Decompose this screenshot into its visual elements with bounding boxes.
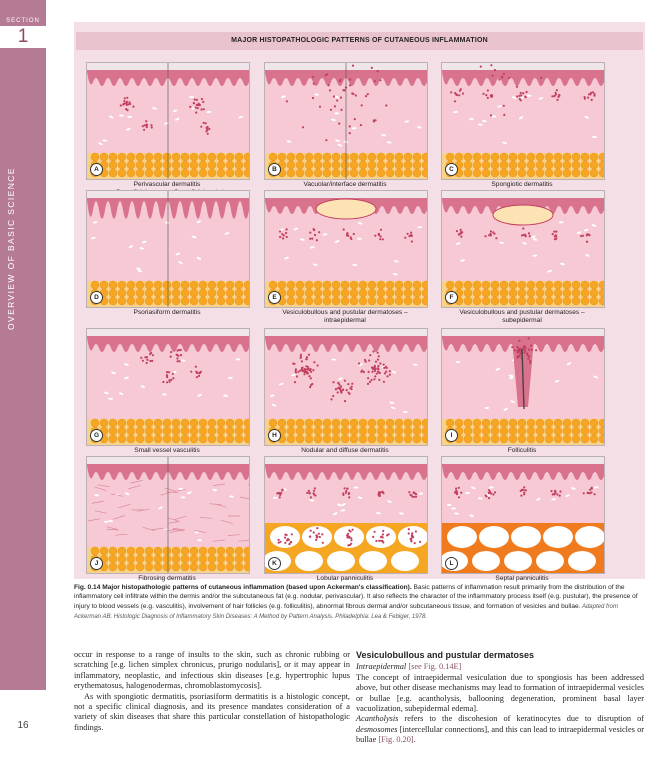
panel-letter: J: [90, 557, 103, 570]
body-text: .: [413, 735, 416, 745]
panel-label: Folliculitis: [507, 447, 537, 454]
section-sidebar: [0, 0, 46, 768]
panel-label: Spongiotic dermatitis: [491, 181, 553, 188]
panel-letter: I: [445, 429, 458, 442]
panel-a: [86, 62, 250, 180]
body-left-column: [74, 650, 350, 733]
figure-reference-link[interactable]: [see Fig. 0.14E]: [406, 662, 462, 672]
panel-label: Lobular panniculitis: [316, 575, 374, 582]
panel-letter: A: [90, 163, 103, 176]
term-desmosomes: desmosomes: [356, 724, 398, 734]
figure-title: MAJOR HISTOPATHOLOGIC PATTERNS OF CUTANEOUS INFLAMMATION: [76, 32, 643, 50]
body-right-column: [356, 650, 644, 746]
body-paragraph: The concept of intraepidermal vesiculation due to spongiosis has been addressed above, but other disease mechanisms may lead to formation of intraepidermal vesicles or bullae [e.g. acantholysis, ballooning degeneration, prominent basal layer vacuolization, subepidermal edema].: [356, 672, 644, 714]
sidebar-band: [0, 0, 46, 690]
panel-label-line2: subepidermal: [502, 317, 542, 324]
figure-0-14: [74, 22, 645, 582]
page-number: 16: [17, 720, 29, 731]
panel-letter: D: [90, 291, 103, 304]
caption-lead: Fig. 0.14 Major histopathologic patterns of cutaneous inflammation (based upon Ackerman's classification).: [74, 584, 412, 591]
panel-label: Vacuolar/interface dermatitis: [303, 181, 387, 188]
panel-l: [441, 456, 605, 574]
subheading: Intraepidermal: [356, 662, 407, 672]
panel-h: [264, 328, 428, 446]
panel-j: [86, 456, 250, 574]
panel-i: [441, 328, 605, 446]
figure-reference-link[interactable]: [Fig. 0.20]: [378, 735, 414, 745]
caption-source: Adapted from Ackerman AB. Histologic Diagnosis of Inflammatory Skin Diseases: A Method by Pattern Analysis. Philadelphia: Lea & Febiger, 1978.: [74, 603, 618, 621]
panel-label: Perivascular dermatitis: [133, 181, 201, 188]
figure-caption: [74, 583, 645, 623]
section-number: 1: [0, 26, 46, 48]
panel-d: [86, 190, 250, 308]
panel-letter: B: [268, 163, 281, 176]
panel-c: [441, 62, 605, 180]
panel-letter: K: [268, 557, 281, 570]
panel-label: Nodular and diffuse dermatitis: [301, 447, 389, 454]
panel-letter: E: [268, 291, 281, 304]
body-text: [intercellular connections], and this can lead to intraepidermal vesicles or bullae: [356, 724, 644, 745]
panel-letter: C: [445, 163, 458, 176]
panel-label-line2: intraepidermal: [324, 317, 366, 324]
body-text: refers to the discohesion of keratinocytes due to disruption of: [398, 714, 644, 724]
term-acantholysis: Acantholysis: [356, 714, 399, 724]
section-heading: Vesiculobullous and pustular dermatoses: [356, 650, 535, 660]
panel-label: Psoriasiform dermatitis: [133, 309, 201, 316]
panel-g: [86, 328, 250, 446]
panel-letter: G: [90, 429, 103, 442]
body-paragraph: occur in response to a range of insults to the skin, such as chronic rubbing or scratching [e.g. lichen simplex chronicus, prurigo nodularis], or it may appear in inflammatory, neoplastic, and infectious skin diseases [e.g. hypertrophic lupus erythematosus, halogenodermas, chromoblastomycosis].: [74, 650, 350, 691]
vertical-title: OVERVIEW OF BASIC SCIENCE: [6, 167, 16, 330]
caption-text: Basic patterns of inflammation result primarily from the distribution of the inflammatory cell infiltrate within the dermis and/or the subcutaneous fat (e.g. nodular, perivascular). It also reflects the character of the inflammatory process itself (e.g. pustular), the presence of injury to blood vessels (e.g. vasculitis), involvement of hair follicles (e.g. folliculitis), abnormal fibrous dermal and/or subcutaneous tissue, and formation of vesicles and bullae.: [74, 584, 638, 610]
panel-e: [264, 190, 428, 308]
panel-letter: L: [445, 557, 458, 570]
panel-letter: H: [268, 429, 281, 442]
panel-label: Vesiculobullous and pustular dermatoses –: [459, 309, 585, 316]
section-label: SECTION: [6, 18, 40, 24]
body-paragraph: As with spongiotic dermatitis, psoriasiform dermatitis is a histologic concept, not a specific clinical diagnosis, and its presence mandates consideration of a variety of skin diseases that share this particular constellation of histopathologic findings.: [74, 691, 350, 732]
panel-f: [441, 190, 605, 308]
panel-letter: F: [445, 291, 458, 304]
panel-label: Small vessel vasculitis: [134, 447, 200, 454]
panel-label: Vesiculobullous and pustular dermatoses –: [282, 309, 408, 316]
panel-label: Septal panniculitis: [495, 575, 549, 582]
panel-label: Fibrosing dermatitis: [138, 575, 196, 582]
panel-b: [264, 62, 428, 180]
panel-k: [264, 456, 428, 574]
